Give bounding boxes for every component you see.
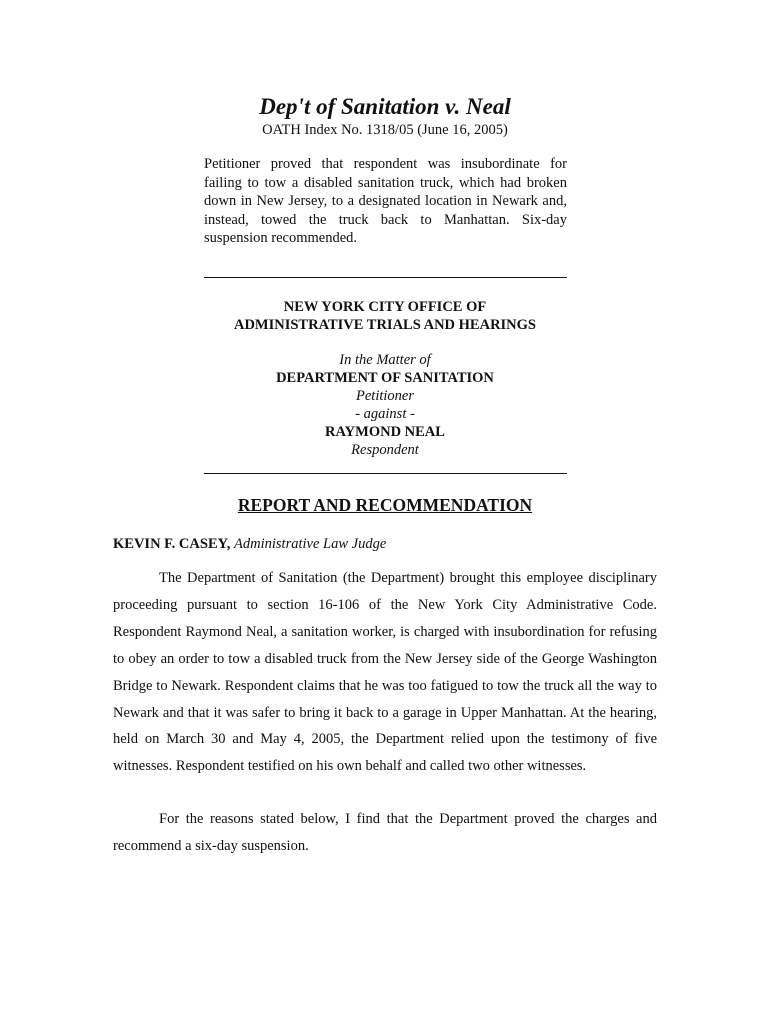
against-label: - against - bbox=[355, 406, 415, 422]
case-summary: Petitioner proved that respondent was insubordinate for failing to tow a disabled sanitation truck, which had broken down in New Jersey, to a designated location in Newark and, instead, towed the truck back to Manhattan. Six-day suspension recommended. bbox=[204, 156, 567, 247]
case-title: Dep't of Sanitation v. Neal bbox=[259, 94, 511, 119]
petitioner-name: DEPARTMENT OF SANITATION bbox=[276, 370, 494, 386]
bottom-divider bbox=[204, 473, 567, 474]
petitioner-label: Petitioner bbox=[356, 388, 414, 404]
respondent-label: Respondent bbox=[351, 442, 419, 458]
office-name-line-2: ADMINISTRATIVE TRIALS AND HEARINGS bbox=[233, 317, 536, 333]
judge-line bbox=[113, 535, 386, 553]
respondent-name: RAYMOND NEAL bbox=[325, 424, 445, 440]
judge-name: KEVIN F. CASEY, bbox=[113, 536, 231, 552]
judge-title: Administrative Law Judge bbox=[234, 536, 387, 552]
body-paragraph-2: For the reasons stated below, I find that the Department proved the charges and recommend a six-day suspension. bbox=[113, 811, 657, 854]
in-the-matter-of: In the Matter of bbox=[339, 352, 431, 368]
oath-index-line: OATH Index No. 1318/05 (June 16, 2005) bbox=[262, 122, 508, 138]
top-divider bbox=[204, 277, 567, 278]
report-heading: REPORT AND RECOMMENDATION bbox=[237, 495, 533, 515]
body-paragraph-1: The Department of Sanitation (the Department) brought this employee disciplinary proceeding pursuant to section 16-106 of the New York City Administrative Code. Respondent Raymond Neal, a sanitation worker, is charged with insubordination for refusing to obey an order to tow a disabled truck from the New Jersey side of the George Washington Bridge to Newark. Respondent claims that he was too fatigued to tow the truck all the way to Newark and that it was safer to bring it back to a garage in Upper Manhattan. At the hearing, held on March 30 and May 4, 2005, the Department relied upon the testimony of five witnesses. Respondent testified on his own behalf and called two other witnesses. bbox=[113, 570, 657, 775]
office-name-line-1: NEW YORK CITY OFFICE OF bbox=[283, 299, 487, 315]
